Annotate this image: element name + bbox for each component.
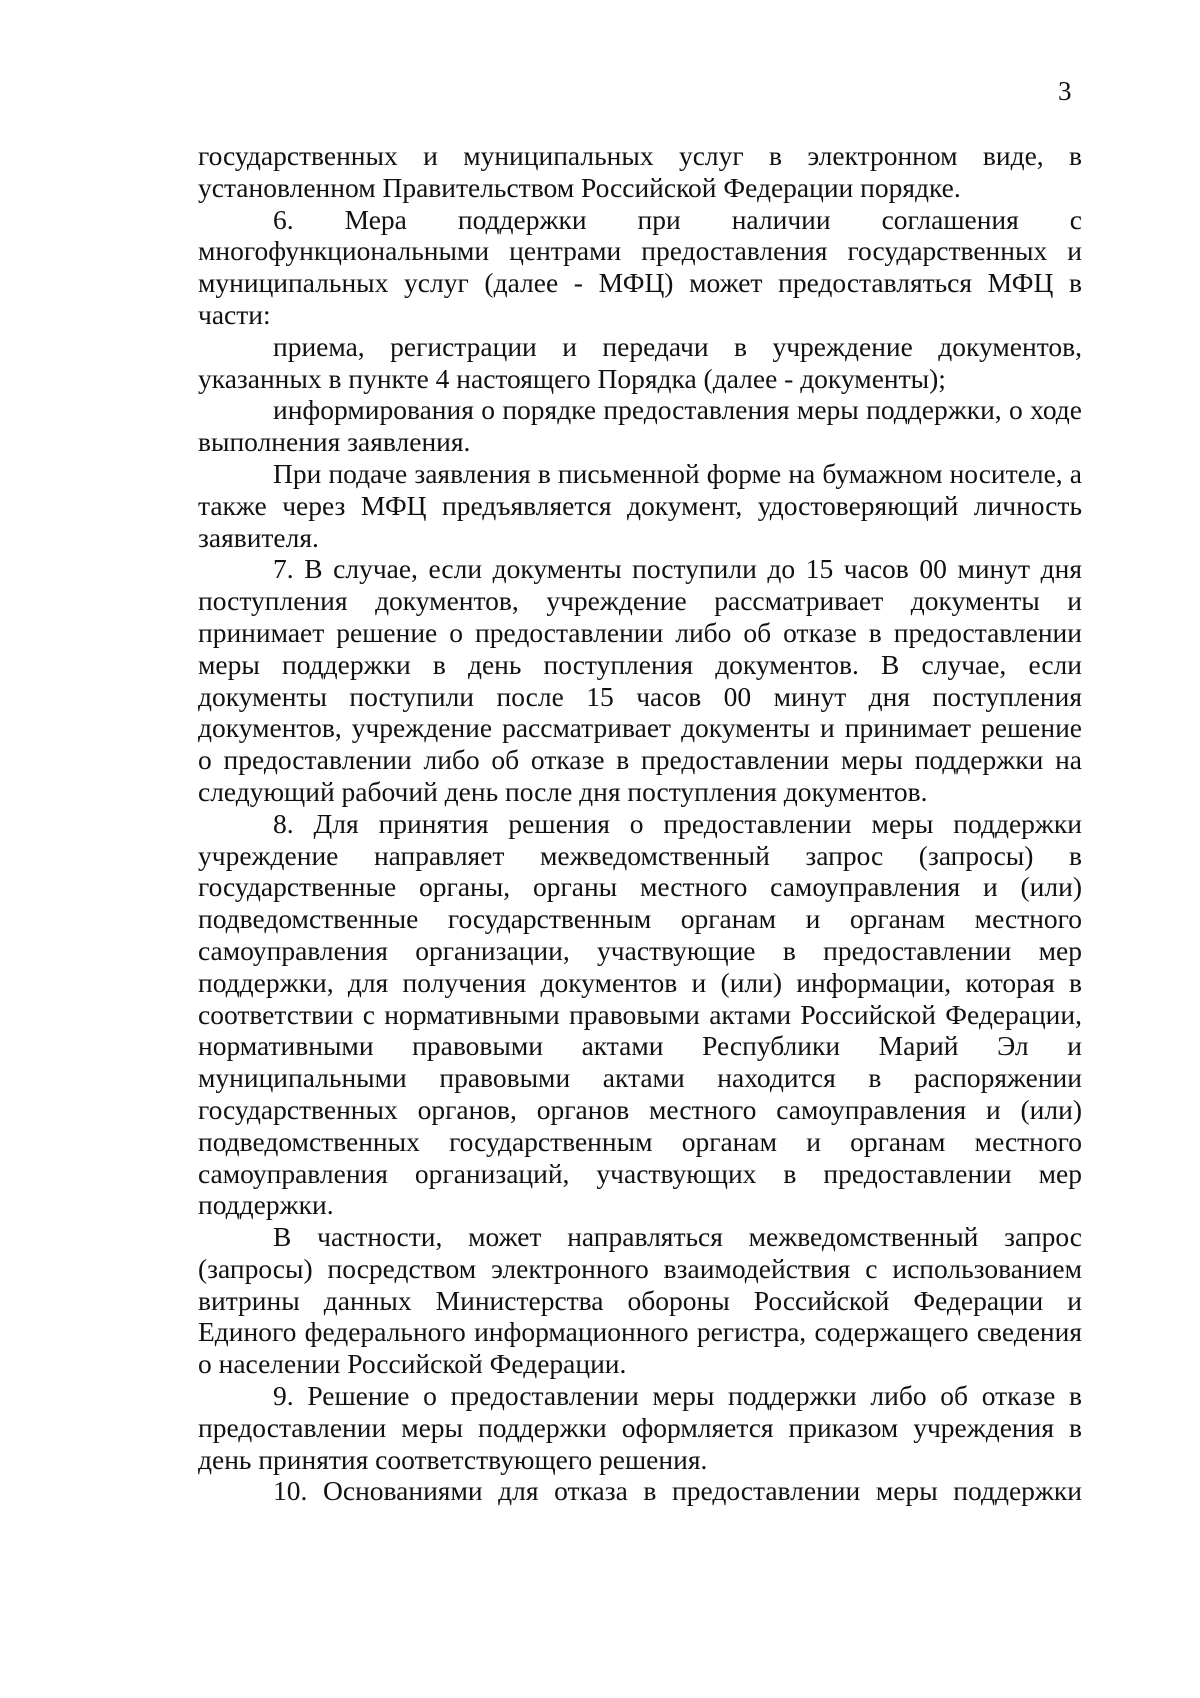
paragraph: 8. Для принятия решения о предоставлении меры поддержки учреждение направляет межведомственный запрос (запросы) в государственные органы, органы местного самоуправления и (или) подведомственные государственным органам и органам местного самоуправления организации, участвующие в предоставлении мер поддержки, для получения документов и (или) информации, которая в соответствии с нормативными правовыми актами Российской Федерации, нормативными правовыми актами Республики Марий Эл и муниципальными правовыми актами находится в распоряжении государственных органов, органов местного самоуправления и (или) подведомственных государственным органам и органам местного самоуправления организаций, участвующих в предоставлении мер поддержки. — [198, 807, 1082, 1221]
paragraph: государственных и муниципальных услуг в электронном виде, в установленном Правительством Российской Федерации порядке. — [198, 140, 1082, 203]
document-body — [198, 140, 1082, 1507]
paragraph: В частности, может направляться межведомственный запрос (запросы) посредством электронного взаимодействия с использованием витрины данных Министерства обороны Российской Федерации и Единого федерального информационного регистра, содержащего сведения о населении Российской Федерации. — [198, 1221, 1082, 1380]
paragraph: 9. Решение о предоставлении меры поддержки либо об отказе в предоставлении меры поддержки оформляется приказом учреждения в день принятия соответствующего решения. — [198, 1380, 1082, 1475]
paragraph: 7. В случае, если документы поступили до 15 часов 00 минут дня поступления документов, учреждение рассматривает документы и принимает решение о предоставлении либо об отказе в предоставлении меры поддержки в день поступления документов. В случае, если документы поступили после 15 часов 00 минут дня поступления документов, учреждение рассматривает документы и принимает решение о предоставлении либо об отказе в предоставлении меры поддержки на следующий рабочий день после дня поступления документов. — [198, 553, 1082, 807]
paragraph: При подаче заявления в письменной форме на бумажном носителе, а также через МФЦ предъявляется документ, удостоверяющий личность заявителя. — [198, 457, 1082, 553]
paragraph-continued: 10. Основаниями для отказа в предоставлении меры поддержки — [273, 1475, 1082, 1507]
paragraph: приема, регистрации и передачи в учреждение документов, указанных в пункте 4 настоящего Порядка (далее - документы); — [198, 330, 1082, 394]
page-number: 3 — [1058, 76, 1072, 106]
paragraph: информирования о порядке предоставления меры поддержки, о ходе выполнения заявления. — [198, 394, 1082, 458]
paragraph: 6. Мера поддержки при наличии соглашения с многофункциональными центрами предоставления государственных и муниципальных услуг (далее - МФЦ) может предоставляться МФЦ в части: — [198, 203, 1082, 330]
